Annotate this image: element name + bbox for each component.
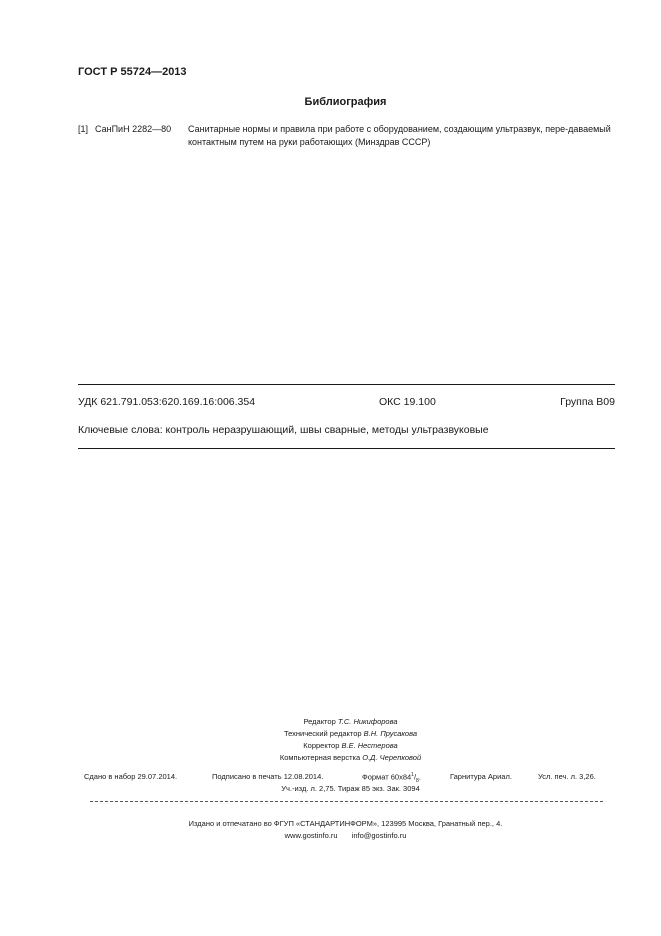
tech-editor-line: Технический редактор В.Н. Прусакова bbox=[283, 729, 418, 738]
print-info-row-2: Уч.-изд. л. 2,75. Тираж 85 экз. Зак. 3094 bbox=[281, 784, 420, 793]
publisher-email-link[interactable]: info@gostinfo.ru bbox=[351, 831, 407, 840]
signed-to-print: Подписано в печать 12.08.2014. bbox=[212, 772, 324, 781]
dashed-divider bbox=[90, 801, 603, 802]
typeface: Гарнитура Ариал. bbox=[450, 772, 512, 781]
print-sheets: Усл. печ. л. 3,26. bbox=[538, 772, 596, 781]
bottom-divider bbox=[78, 448, 615, 449]
credits-block bbox=[0, 716, 661, 764]
sent-to-set: Сдано в набор 29.07.2014. bbox=[84, 772, 178, 781]
bibliography-item-code: СанПиН 2282—80 bbox=[95, 124, 172, 134]
corrector-line: Корректор В.Е. Нестерова bbox=[303, 741, 398, 750]
publisher-website-link[interactable]: www.gostinfo.ru bbox=[284, 831, 338, 840]
layout-line: Компьютерная верстка О.Д. Черепковой bbox=[279, 753, 422, 762]
standard-number: ГОСТ Р 55724—2013 bbox=[78, 66, 187, 78]
oks-code: ОКС 19.100 bbox=[379, 396, 436, 408]
bibliography-title: Библиография bbox=[304, 96, 387, 108]
publisher-address: Издано и отпечатано во ФГУП «СТАНДАРТИНФОРМ», 123995 Москва, Гранатный пер., 4. bbox=[188, 819, 503, 828]
format: Формат $60х84^1/_8$. bbox=[362, 772, 421, 784]
udk-code: УДК 621.791.053:620.169.16:006.354 bbox=[78, 396, 256, 408]
bibliography-item-number: [1] bbox=[78, 124, 89, 134]
publisher-links bbox=[30, 830, 661, 842]
top-divider bbox=[78, 384, 615, 385]
group-code: Группа В09 bbox=[560, 396, 615, 408]
publisher-block bbox=[0, 818, 661, 842]
keywords: Ключевые слова: контроль неразрушающий, швы сварные, методы ультразвуковые bbox=[78, 424, 489, 436]
editor-line: Редактор Т.С. Никифорова bbox=[303, 717, 398, 726]
bibliography-item-description: Санитарные нормы и правила при работе с оборудованием, создающим ультразвук, пере-даваемый контактным путем на руки работающих (Минздрав СССР) bbox=[188, 124, 611, 147]
